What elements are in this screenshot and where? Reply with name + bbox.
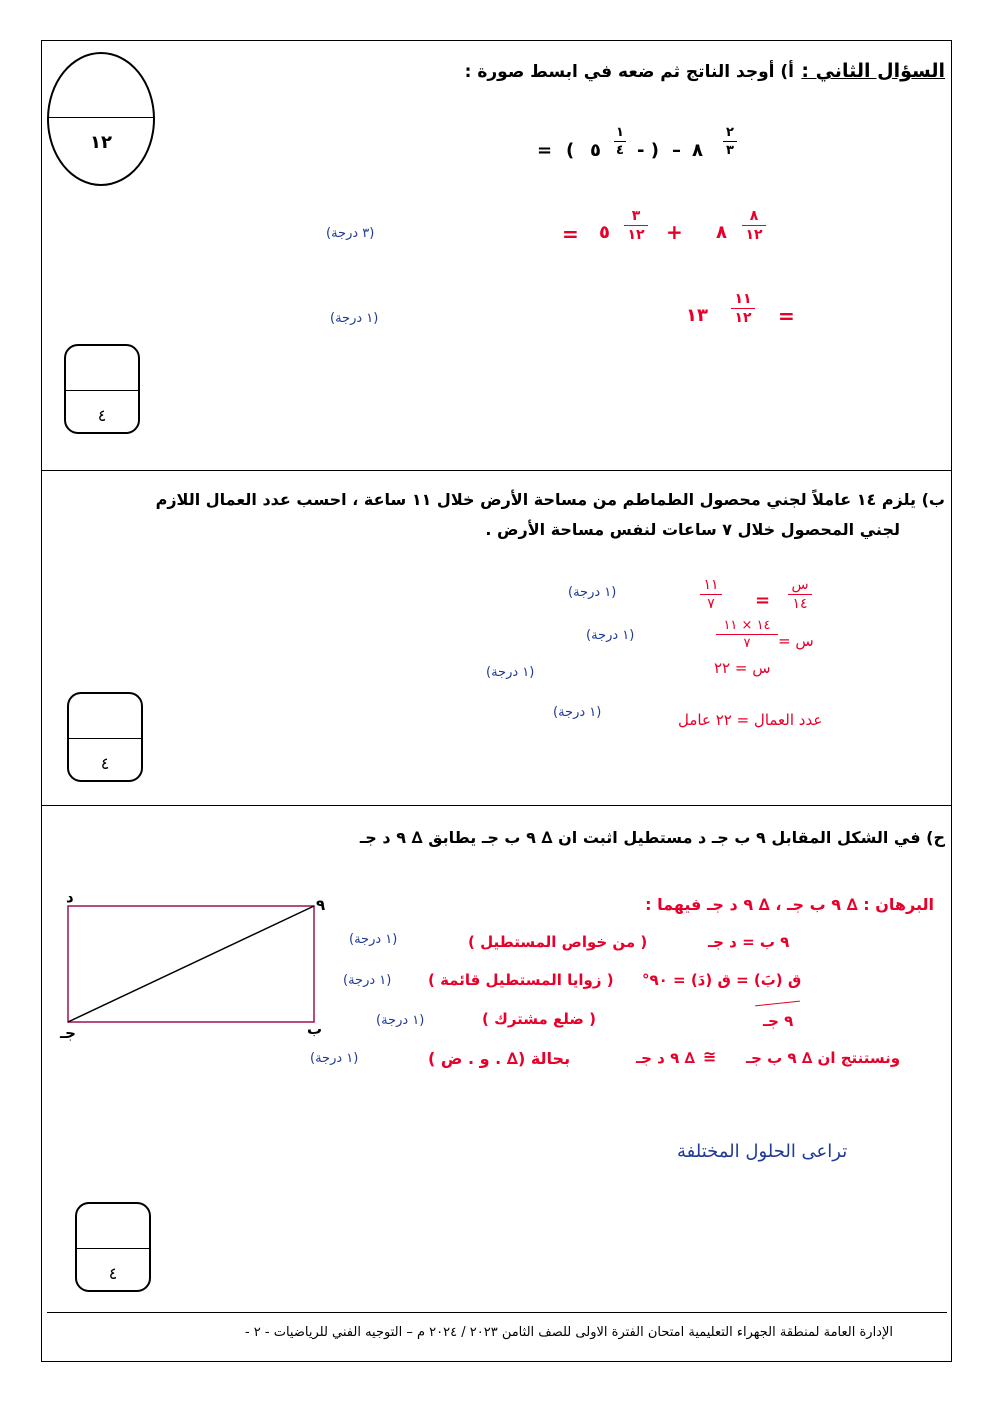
- b-row2-frac: [716, 619, 778, 650]
- step2-eq: =: [778, 304, 795, 328]
- score-box-divider: [66, 390, 138, 391]
- expr-op1: –: [672, 140, 681, 161]
- label-top-right: ٩: [316, 896, 326, 914]
- frac-bar: [742, 225, 766, 226]
- step1-num1: ٨: [749, 208, 759, 224]
- step2-grade: (١ درجة): [330, 311, 379, 326]
- frac-bar: [614, 141, 626, 142]
- step1-frac1: [742, 209, 766, 242]
- part-b-line2: لجني المحصول خلال ٧ ساعات لنفس مساحة الأرض .: [485, 520, 900, 539]
- proof-line3-text: ٩ جـ: [763, 1012, 794, 1030]
- step2-frac: [731, 292, 755, 325]
- proof-line4-mid: ∆ ٩ د جـ: [636, 1049, 695, 1067]
- b-row4-text: عدد العمال = ٢٢ عامل: [678, 711, 823, 729]
- step1-op: +: [666, 220, 683, 244]
- b-row2-grade: (١ درجة): [586, 628, 635, 643]
- label-bottom-right: ب: [307, 1020, 323, 1038]
- question-title: السؤال الثاني :: [801, 60, 945, 82]
- proof-line3-reason: ( ضلع مشترك ): [482, 1010, 596, 1028]
- expr-num1: ٢: [726, 125, 734, 140]
- b-row2-num: ١٤ × ١١: [723, 618, 771, 633]
- divider-1: [41, 470, 952, 471]
- proof-line1-grade: (١ درجة): [349, 932, 398, 947]
- b-row3-text: س = ٢٢: [714, 659, 771, 677]
- b-row1-rnum: ١١: [703, 577, 719, 593]
- frac-bar: [716, 634, 778, 635]
- expr-lead-eq: =: [537, 140, 553, 161]
- divider-2: [41, 805, 952, 806]
- b-row1-rden: ٧: [707, 596, 715, 612]
- page-footer: الإدارة العامة لمنطقة الجهراء التعليمية امتحان الفترة الاولى للصف الثامن ٢٠٢٣ / ٢٠٢٤ م – التوجيه الفني للرياضيات - ٢ -: [244, 1325, 893, 1340]
- frac-bar: [624, 225, 648, 226]
- step2-den: ١٢: [734, 310, 752, 326]
- expr-num2: ١: [616, 125, 624, 140]
- b-row2-den: ٧: [743, 636, 751, 651]
- step1-whole2: ٥: [599, 222, 610, 243]
- page-frame: [41, 40, 952, 1362]
- step1-eq: =: [562, 222, 579, 246]
- expr-frac1: [723, 126, 737, 157]
- frac-bar: [700, 594, 722, 595]
- proof-title: البرهان : ∆ ٩ ب جـ ، ∆ ٩ د جـ فيهما :: [645, 895, 934, 914]
- b-row4-grade: (١ درجة): [553, 705, 602, 720]
- step1-num2: ٣: [631, 208, 641, 224]
- part-b-line1: ب) يلزم ١٤ عاملاً لجني محصول الطماطم من مساحة الأرض خلال ١١ ساعة ، احسب عدد العمال اللازم: [155, 490, 945, 509]
- b-row3-grade: (١ درجة): [486, 665, 535, 680]
- b-row1-eq: =: [755, 590, 771, 611]
- expr-open-paren: (: [566, 140, 575, 161]
- expr-den2: ٤: [616, 143, 624, 158]
- score-box-divider: [77, 1248, 149, 1249]
- diagonal-line: [68, 906, 314, 1022]
- frac-bar: [731, 308, 755, 309]
- expr-frac2: [614, 126, 626, 157]
- expr-den1: ٣: [726, 143, 734, 158]
- part-c-score: ٤: [108, 1264, 118, 1283]
- proof-line2-reason: ( زوايا المستطيل قائمة ): [428, 971, 614, 989]
- step1-frac2: [624, 209, 648, 242]
- step1-whole1: ٨: [716, 222, 727, 243]
- proof-line2-grade: (١ درجة): [343, 973, 392, 988]
- step2-num: ١١: [734, 291, 752, 307]
- b-row2-lhs: س =: [778, 632, 814, 650]
- proof-line2-text: ق (بَ) = ق (دَ) = ٩٠°: [642, 971, 802, 989]
- step1-grade: (٣ درجة): [326, 226, 375, 241]
- oval-divider: [49, 117, 153, 118]
- step1-den1: ١٢: [745, 227, 763, 243]
- proof-line1-text: ٩ ب = د جـ: [708, 933, 790, 951]
- proof-line3-grade: (١ درجة): [376, 1013, 425, 1028]
- rectangle-figure: [60, 890, 330, 1040]
- b-row1-lnum: س: [791, 577, 809, 593]
- part-b-score-box: [67, 692, 143, 782]
- label-bottom-left: جـ: [60, 1024, 76, 1042]
- part-a-prompt: أ) أوجد الناتج ثم ضعه في ابسط صورة :: [464, 62, 794, 82]
- total-score-oval: [47, 52, 155, 186]
- part-a-score: ٤: [97, 406, 107, 425]
- part-c-prompt: ح) في الشكل المقابل ٩ ب جـ د مستطيل اثبت ان ∆ ٩ ب جـ يطابق ∆ ٩ د جـ: [359, 828, 945, 847]
- b-row1-lden: ١٤: [792, 596, 808, 612]
- total-score: ١٢: [90, 132, 112, 153]
- score-box-divider: [69, 738, 141, 739]
- part-c-score-box: [75, 1202, 151, 1292]
- proof-line4-case: بحالة (∆ . و . ض ): [428, 1049, 571, 1068]
- part-b-score: ٤: [100, 754, 110, 773]
- b-row1-left-frac: [788, 578, 812, 611]
- part-a-score-box: [64, 344, 140, 434]
- b-row1-right-frac: [700, 578, 722, 611]
- expr-open: - ): [637, 140, 659, 161]
- expr-whole1: ٨: [692, 140, 703, 161]
- step2-whole: ١٣: [686, 305, 708, 326]
- expr-whole2: ٥: [590, 140, 601, 161]
- proof-line4-congruent: ≅: [703, 1047, 717, 1066]
- label-top-left: د: [66, 888, 74, 906]
- step1-den2: ١٢: [627, 227, 645, 243]
- proof-line1-reason: ( من خواص المستطيل ): [468, 933, 648, 951]
- frac-bar: [788, 594, 812, 595]
- proof-line4-grade: (١ درجة): [310, 1051, 359, 1066]
- footer-divider: [47, 1312, 947, 1313]
- frac-bar: [723, 141, 737, 142]
- proof-line4-prefix: ونستنتج ان ∆ ٩ ب جـ: [746, 1049, 901, 1067]
- b-row1-grade: (١ درجة): [568, 585, 617, 600]
- alt-solutions-note: تراعى الحلول المختلفة: [677, 1141, 848, 1162]
